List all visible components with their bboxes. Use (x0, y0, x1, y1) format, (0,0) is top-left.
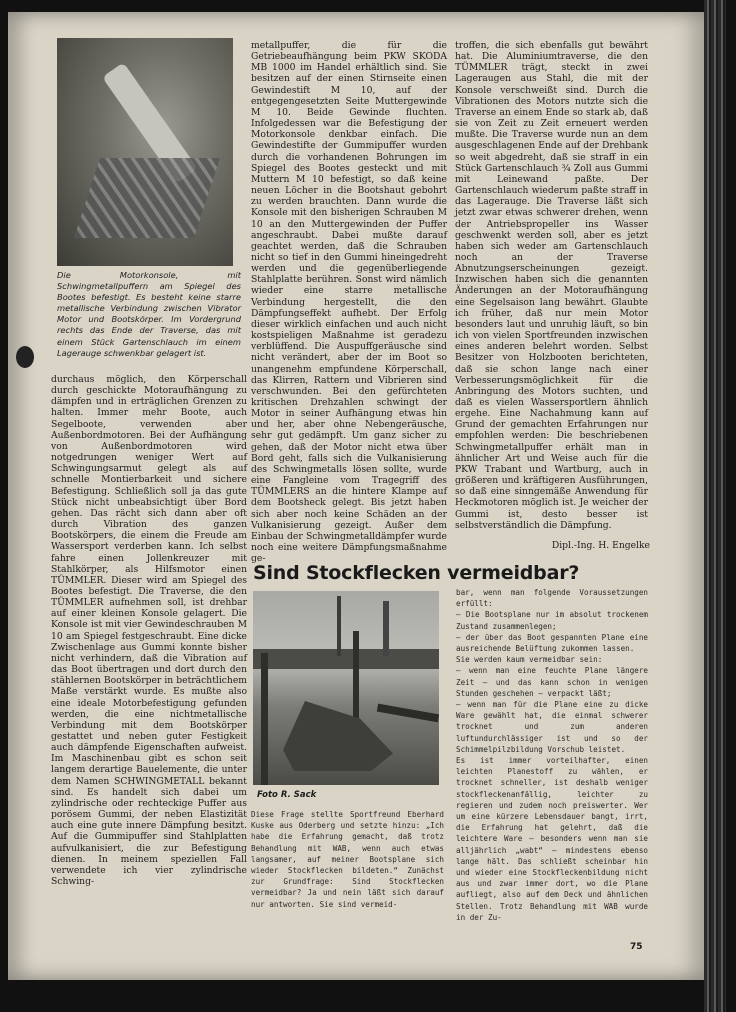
right-text-line: Sie werden kaum vermeidbar sein: (456, 655, 603, 665)
article-right-column (456, 587, 648, 923)
article-text-col2: metallpuffer, die für die Getriebeaufhängung beim PKW SKODA MB 1000 im Handel erhältlich sind. Sie besitzen auf der einen Stirnseite einen Gewindestift M 10, auf der entgegengesetzten Seite Muttergewinde M 10. Beide Gewinde fluchten. Infolgedessen war die Befestigung der Motorkonsole denkbar einfach. Die Gewindestifte der Gummipuffer wurden durch die vorhandenen Bohrungen im Spiegel des Bootes gesteckt und mit Muttern M 10 befestigt, so daß keine neuen Löcher in die Bootshaut gebohrt zu werden brauchten. Dann wurde die Konsole mit den bisherigen Schrauben M 10 an den Muttergewinden der Puffer angeschraubt. Dabei mußte darauf geachtet werden, daß die Schrauben nicht so tief in den Gummi hineingedreht werden und die gegenüberliegende Stahlplatte berühren. Sonst wird nämlich wieder eine starre metallische Verbindung hergestellt, die den Dämpfungseffekt aufhebt. Der Erfolg dieser wirklich einfachen und auch nicht kostspieligen Maßnahme ist geradezu verblüffend. Die Auspuffgeräusche sind nicht verändert, aber der im Boot so unangenehm empfundene Körperschall, das Klirren, Rattern und Vibrieren sind verschwunden. Bei den gefürchteten kritischen Drehzahlen schwingt der Motor in seiner Aufhängung etwas hin und her, aber ohne Nebengeräusche, sehr gut gedämpft. Um ganz sicher zu gehen, daß der Motor nicht etwa über Bord geht, falls sich die Vulkanisierung des Schwingmetalls lösen sollte, wurde eine Fangleine vom Tragegriff des TÜMMLERS an die hintere Klampe auf dem Bootsheck gelegt. Bis jetzt haben sich aber noch keine Schäden an der Vulkanisierung gezeigt. Außer dem Einbau der Schwingmetalldämpfer wurde noch eine weitere Dämpfungsmaßnahme ge- (251, 40, 447, 565)
book-spine (704, 0, 726, 1012)
article-text-col3: troffen, die sich ebenfalls gut bewährt hat. Die Aluminiumtraverse, die den TÜMMLER trägt, steckt in zwei Lageraugen aus Stahl, die mit der Konsole verschweißt sind. Durch die Vibrationen des Motors nutzte sich die Traverse an einem Ende so stark ab, daß sie von Zeit zu Zeit erneuert werden mußte. Die Traverse wurde nun an dem ausgeschlagenen Ende auf der Drehbank so weit abgedreht, daß sie straff in ein Stück Gartenschlauch ¾ Zoll aus Gummi mit Leinewand paßte. Der Gartenschlauch wiederum paßte straff in das Lagerauge. Die Traverse läßt sich jetzt zwar etwas schwerer drehen, wenn der Antriebspropeller ins Wasser geschwenkt werden soll, aber es jetzt haben sich weder am Gartenschlauch noch an der Traverse Abnutzungserscheinungen gezeigt. Inzwischen haben sich die genannten Änderungen an der Motoraufhängung eine Segelsaison lang bewährt. Glaubte ich früher, daß nur mein Motor besonders laut und unruhig läuft, so bin ich von vielen Sportfreunden inzwischen eines anderen belehrt worden. Selbst Besitzer von Holzbooten berichteten, daß sie schon lange nach einer Verbesserungsmöglichkeit für die Anbringung des Motors suchten, und daß es vielen Wassersportlern ähnlich ergehe. Eine Nachahmung kann auf Grund der gemachten Erfahrungen nur empfohlen werden: Die beschriebenen Schwingmetallpuffer erhält man in ähnlicher Art und Weise auch für die PKW Trabant und Wartburg, auch in größeren und kräftigeren Ausführungen, so daß eine sinngemäße Anwendung für Heckmotoren möglich ist. Je weicher der Gummi ist, desto besser ist selbstverständlich die Dämpfung. (455, 40, 648, 531)
right-text-line: bar, wenn man folgende Voraussetzungen erfüllt: (456, 588, 648, 609)
right-text-line: – der über das Boot gespannten Plane eine ausreichende Belüftung zukommen lassen. (456, 632, 648, 654)
right-text-line: Es ist immer vorteilhafter, einen leichten Planestoff zu wählen, er trocknet schneller, ist deshalb weniger stockfleckenanfällig, leichter zu regieren und zudem noch preiswerter. Wer um eine kürzere Lebensdauer bangt, irrt, die Erfahrung hat gelehrt, daß die leichtere Ware – besonders wenn man sie alljährlich „wabt“ – mindestens ebenso lange hält. Das schließt scheinbar hin und wieder eine Stockfleckenbildung nicht aus und zwar immer dort, wo die Plane aufliegt, also auf dem Deck und ähnlichen Stellen. Trotz Behandlung mit WAB wurde in der Zu- (456, 756, 648, 922)
photo-motor-console (57, 38, 233, 266)
right-text-line: – wenn man für die Plane eine zu dicke Ware gewählt hat, die einmal schwerer trocknet und zum anderen luftundurchlässiger ist und so der Schimmelpilzbildung Vorschub leistet. (456, 700, 648, 754)
article-column-1 (51, 374, 247, 887)
article-headline: Sind Stockflecken vermeidbar? (253, 562, 580, 584)
right-text-line: – wenn man eine feuchte Plane längere Zeit – und das kann schon in wenigen Stunden geschehen – verpackt läßt; (456, 666, 648, 698)
page-number: 75 (630, 942, 643, 952)
binding-hole (16, 346, 34, 368)
author-signature: Dipl.-Ing. H. Engelke (551, 540, 650, 551)
article-text-col1: durchaus möglich, den Körperschall durch geschickte Motoraufhängung zu dämpfen und in erträglichen Grenzen zu halten. Immer mehr Boote, auch Segelboote, verwenden aber Außenbordmotoren. Bei der Aufhängung von Außenbordmotoren wird notgedrungen weniger Wert auf Schwingungsarmut gelegt als auf schnelle Montierbarkeit und sichere Befestigung. Schließlich soll ja das gute Stück nicht unbeabsichtigt über Bord gehen. Das rächt sich dann aber oft durch Vibration des ganzen Bootskörpers, die einem die Freude am Wassersport verderben kann. Ich selbst fahre einen Jollenkreuzer mit Stahlkörper, als Hilfsmotor einen TÜMMLER. Dieser wird am Spiegel des Bootes befestigt. Die Traverse, die den TÜMMLER aufnehmen soll, ist drehbar auf einer kleinen Konsole gelagert. Die Konsole ist mit vier Gewindeschrauben M 10 am Spiegel festgeschraubt. Eine dicke Zwischenlage aus Gummi konnte bisher nicht verhindern, daß die Vibration auf das Boot übertragen und dort durch den stählernen Bootskörper in beträchtlichem Maße verstärkt wurde. Es mußte also eine ideale Motorbefestigung gefunden werden, die eine nichtmetallische Verbindung mit dem Bootskörper gestattet und neben guter Festigkeit auch dämpfende Eigenschaften aufweist. Im Maschinenbau gibt es schon seit langem derartige Bauelemente, die unter dem Namen SCHWINGMETALL bekannt sind. Es handelt sich dabei um zylindrische oder rechteckige Puffer aus porösem Gummi, der neben Elastizität auch eine gute innere Dämpfung besitzt. Auf die Gummipuffer sind Stahlplatten aufvulkanisiert, die zur Befestigung dienen. In meinem speziellen Fall verwendete ich vier zylindrische Schwing- (51, 374, 247, 888)
article-column-2 (251, 40, 447, 564)
article-intro-text: Diese Frage stellte Sportfreund Eberhard Kuske aus Oderberg und setzte hinzu: „Ich habe die Erfahrung gemacht, daß trotz Behandlung mit WAB, wenn auch etwas langsamer, auf meiner Bootsplane sich wieder Stockflecken bildeten.“ Zunächst zur Grundfrage: Sind Stockflecken vermeidbar? Ja und nein läßt sich darauf nur antworten. Sie sind vermeid- (251, 810, 444, 909)
photo-boat-harbor (253, 591, 439, 785)
photo-credit: Foto R. Sack (257, 790, 317, 800)
article-column-3 (455, 40, 648, 531)
right-text-line: – Die Bootsplane nur im absolut trockenem Zustand zusammenlegen; (456, 610, 648, 631)
photo-caption-motor-console: Die Motorkonsole, mit Schwingmetallpuffern am Spiegel des Bootes befestigt. Es besteht keine starre metallische Verbindung zwischen Vibrator Motor und Bootskörper. Im Vordergrund rechts das Ende der Traverse, das mit einem Stück Gartenschlauch im einem Lagerauge schwenkbar gelagert ist. (57, 270, 241, 358)
